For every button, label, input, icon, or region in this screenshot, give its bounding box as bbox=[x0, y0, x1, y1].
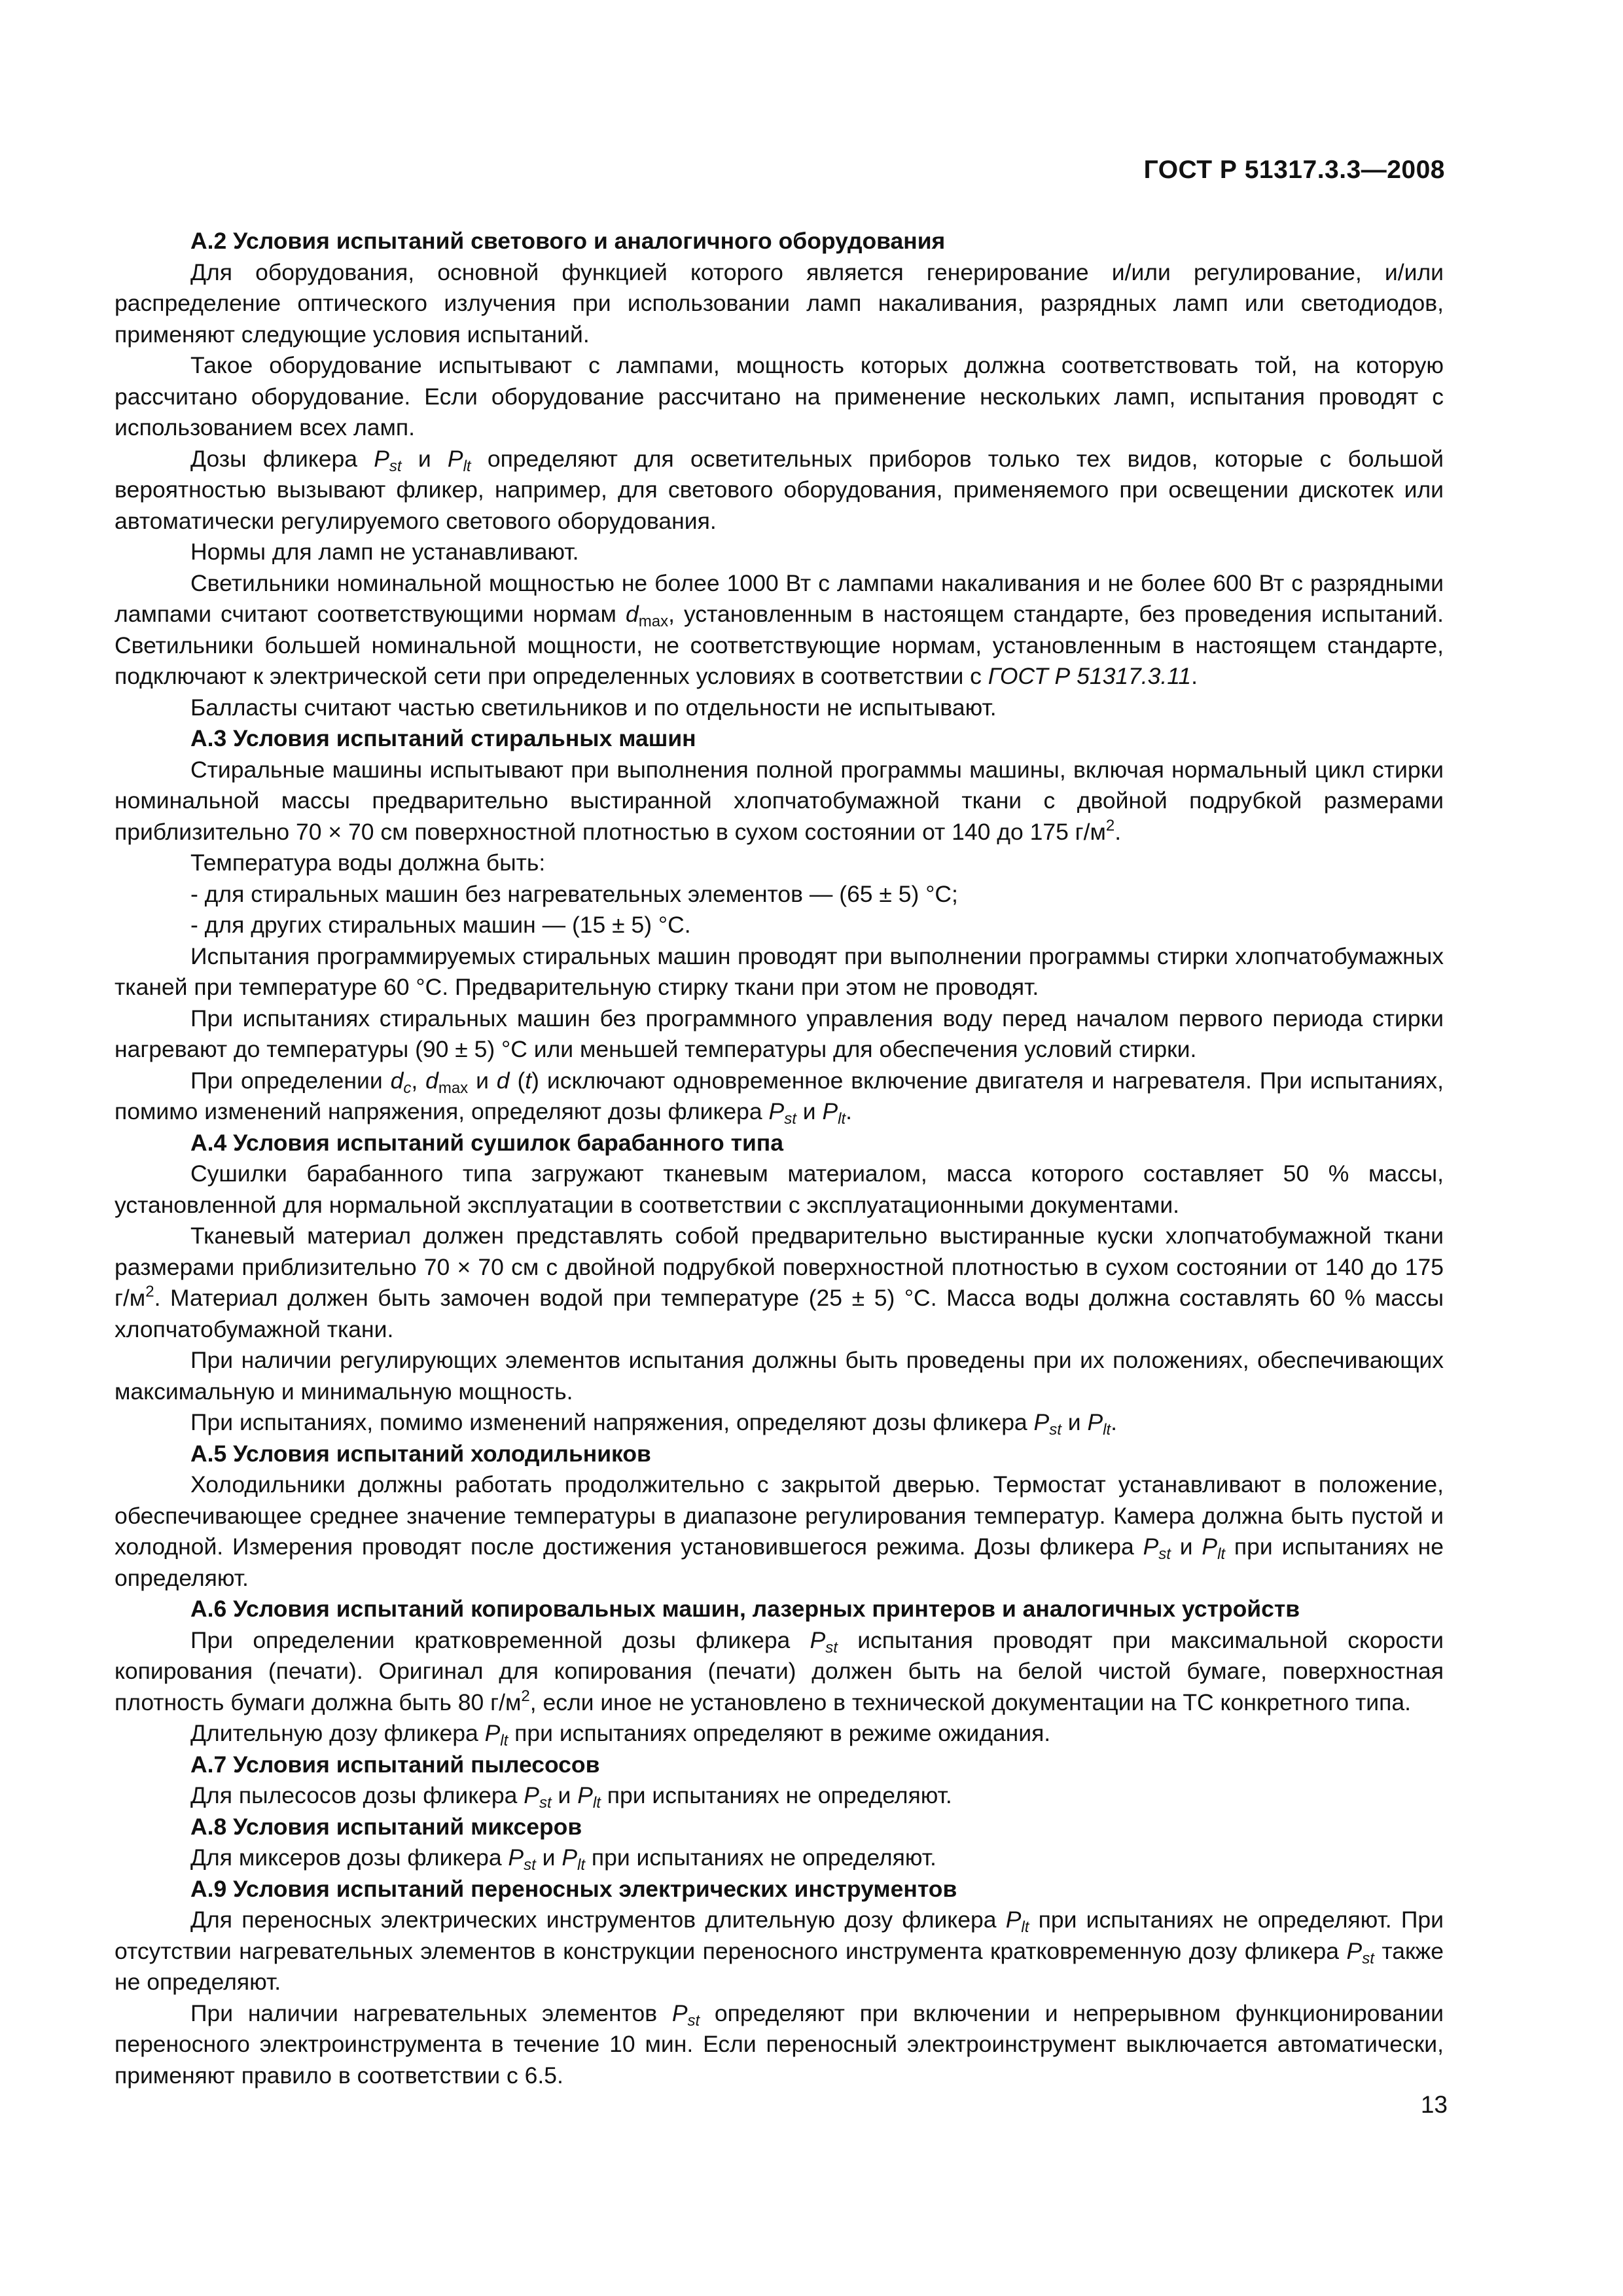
text-run: А.7 Условия испытаний пылесосов bbox=[190, 1751, 600, 1778]
text-run: Длительную дозу фликера bbox=[190, 1720, 485, 1746]
text-run: При испытаниях, помимо изменений напряжения, определяют дозы фликера bbox=[190, 1409, 1034, 1435]
text-run: - для стиральных машин без нагревательных элементов — (65 ± 5) °С; bbox=[190, 880, 958, 907]
text-run: Холодильники должны работать продолжительно с закрытой дверью. Термостат устанавливают в положение, обеспечивающее среднее значение температуры в диапазоне регулирования температур. Камера должна быть пустой и холодной. Измерения проводят после достижения установившегося режима. Дозы фликера bbox=[115, 1471, 1444, 1560]
subscript-text: st bbox=[1049, 1421, 1061, 1439]
list-item bbox=[115, 910, 1444, 941]
section-heading bbox=[115, 1812, 1444, 1843]
text-run: Для переносных электрических инструментов длительную дозу фликера bbox=[190, 1907, 1006, 1933]
section-heading bbox=[115, 1874, 1444, 1905]
text-run: Дозы фликера bbox=[190, 445, 374, 472]
text-run: также не определяют. bbox=[115, 1937, 1444, 1995]
text-run: P bbox=[508, 1844, 524, 1871]
text-run: P bbox=[1143, 1534, 1159, 1560]
superscript-text: 2 bbox=[1105, 816, 1115, 834]
text-run: P bbox=[1346, 1937, 1363, 1964]
text-run: t bbox=[525, 1067, 532, 1094]
body-paragraph bbox=[115, 1998, 1444, 2092]
text-run: определяют при включении и непрерывном функционировании переносного электроинструмента в течение 10 мин. Если переносный электроинструмент выключается автоматически, применяют правило в соответствии с 6.5. bbox=[115, 2000, 1444, 2089]
text-run: и bbox=[535, 1844, 562, 1871]
text-run: ) исключают одновременное включение двигателя и нагревателя. При испытаниях, помимо изменений напряжения, определяют дозы фликера bbox=[115, 1067, 1444, 1124]
text-run: А.4 Условия испытаний сушилок барабанного типа bbox=[190, 1129, 783, 1156]
body-paragraph bbox=[115, 941, 1444, 1003]
text-run: и bbox=[468, 1067, 497, 1094]
text-run: P bbox=[671, 2000, 688, 2026]
subscript-text: st bbox=[389, 457, 402, 475]
text-run: P bbox=[577, 1782, 593, 1808]
text-run: и bbox=[1061, 1409, 1088, 1435]
text-run: d bbox=[390, 1067, 404, 1094]
text-run: , bbox=[411, 1067, 426, 1094]
subscript-text: lt bbox=[1103, 1421, 1111, 1439]
text-run: При испытаниях стиральных машин без программного управления воду перед началом первого периода стирки нагревают до температуры (90 ± 5) °С или меньшей температуры для обеспечения условий стирки. bbox=[115, 1005, 1444, 1062]
text-run: и bbox=[551, 1782, 578, 1808]
body-paragraph bbox=[115, 1905, 1444, 1998]
text-run: А.6 Условия испытаний копировальных машин, лазерных принтеров и аналогичных устройств bbox=[190, 1596, 1300, 1622]
subscript-text: st bbox=[825, 1638, 838, 1657]
text-run: P bbox=[1005, 1907, 1022, 1933]
body-paragraph bbox=[115, 537, 1444, 568]
text-run: P bbox=[1202, 1534, 1218, 1560]
text-run: ГОСТ Р 51317.3.11 bbox=[988, 663, 1192, 689]
text-run: P bbox=[1033, 1409, 1050, 1435]
text-run: При определении bbox=[190, 1067, 391, 1094]
text-run: А.8 Условия испытаний миксеров bbox=[190, 1813, 582, 1840]
text-run: d bbox=[626, 601, 639, 627]
text-run: при испытаниях не определяют. bbox=[115, 1534, 1444, 1591]
text-run: при испытаниях не определяют. bbox=[585, 1844, 936, 1871]
body-paragraph bbox=[115, 1407, 1444, 1439]
body-paragraph bbox=[115, 1718, 1444, 1749]
text-run: P bbox=[484, 1720, 501, 1746]
text-run: . Материал должен быть замочен водой при температуре (25 ± 5) °С. Масса воды должна составлять 60 % массы хлопчатобумажной ткани. bbox=[115, 1285, 1444, 1342]
text-run: определяют для осветительных приборов только тех видов, которые с большой вероятностью вызывают фликер, например, для светового оборудования, применяемого при освещении дискотек или автоматически регулируемого светового оборудования. bbox=[115, 445, 1444, 534]
subscript-text: max bbox=[438, 1079, 469, 1097]
superscript-text: 2 bbox=[145, 1283, 154, 1300]
text-run: . bbox=[846, 1098, 853, 1124]
text-run: ( bbox=[509, 1067, 526, 1094]
text-run: при испытаниях не определяют. bbox=[600, 1782, 952, 1808]
text-run: и bbox=[796, 1098, 823, 1124]
text-run: Стиральные машины испытывают при выполнения полной программы машины, включая нормальный цикл стирки номинальной массы предварительно выстиранной хлопчатобумажной ткани с двойной подрубкой размерами приблизительно 70 × 70 см поверхностной плотностью в сухом состоянии от 140 до 175 г/м bbox=[115, 756, 1444, 845]
subscript-text: lt bbox=[577, 1856, 586, 1874]
list-item bbox=[115, 879, 1444, 910]
text-run: . bbox=[1115, 818, 1122, 845]
section-heading bbox=[115, 1439, 1444, 1470]
body-paragraph bbox=[115, 1158, 1444, 1221]
text-run: P bbox=[768, 1098, 785, 1124]
subscript-text: st bbox=[1158, 1545, 1171, 1563]
superscript-text: 2 bbox=[521, 1687, 530, 1705]
body-paragraph bbox=[115, 692, 1444, 724]
text-run: Сушилки барабанного типа загружают тканевым материалом, масса которого составляет 50 % массы, установленной для нормальной эксплуатации в соответствии с эксплуатационными документами. bbox=[115, 1160, 1444, 1218]
text-run: P bbox=[810, 1626, 826, 1653]
subscript-text: st bbox=[539, 1794, 552, 1812]
text-run: - для других стиральных машин — (15 ± 5) °С. bbox=[190, 912, 691, 938]
text-run: P bbox=[447, 445, 463, 472]
body-paragraph bbox=[115, 1345, 1444, 1407]
body-paragraph bbox=[115, 755, 1444, 848]
subscript-text: lt bbox=[1021, 1918, 1029, 1936]
body-paragraph bbox=[115, 1221, 1444, 1345]
text-run: при испытаниях не определяют. При отсутствии нагревательных элементов в конструкции переносного инструмента кратковременную дозу фликера bbox=[115, 1907, 1444, 1964]
subscript-text: lt bbox=[838, 1110, 846, 1128]
section-heading bbox=[115, 1128, 1444, 1159]
body-paragraph bbox=[115, 568, 1444, 692]
page-number: 13 bbox=[1420, 2091, 1448, 2118]
document-code-header: ГОСТ Р 51317.3.3—2008 bbox=[1143, 156, 1445, 184]
body-paragraph bbox=[115, 1066, 1444, 1128]
text-run: Температура воды должна быть: bbox=[190, 850, 546, 876]
text-run: При определении кратковременной дозы фликера bbox=[190, 1626, 810, 1653]
text-run: А.5 Условия испытаний холодильников bbox=[190, 1440, 651, 1467]
subscript-text: c bbox=[403, 1079, 412, 1097]
body-paragraph bbox=[115, 1625, 1444, 1719]
text-run: . bbox=[1111, 1409, 1118, 1435]
text-run: А.3 Условия испытаний стиральных машин bbox=[190, 725, 696, 751]
body-paragraph bbox=[115, 444, 1444, 537]
text-run: , установленным в настоящем стандарте, без проведения испытаний. Светильники большей номинальной мощности, не соответствующие нормам, установленным в настоящем стандарте, подключают к электрической сети при определенных условиях в соответствии с bbox=[115, 601, 1444, 689]
section-heading bbox=[115, 1594, 1444, 1625]
text-run: Для пылесосов дозы фликера bbox=[190, 1782, 524, 1808]
text-run: Тканевый материал должен представлять собой предварительно выстиранные куски хлопчатобумажной ткани размерами приблизительно 70 × 70 см с двойной подрубкой поверхностной плотностью в сухом состоянии от 140 до 175 г/м bbox=[115, 1223, 1444, 1311]
subscript-text: lt bbox=[592, 1794, 601, 1812]
body-paragraph bbox=[115, 1842, 1444, 1874]
text-run: при испытаниях определяют в режиме ожидания. bbox=[508, 1720, 1051, 1746]
subscript-text: st bbox=[1362, 1949, 1374, 1967]
text-run: и bbox=[401, 445, 448, 472]
text-run: А.2 Условия испытаний светового и аналогичного оборудования bbox=[190, 228, 946, 254]
section-heading bbox=[115, 1749, 1444, 1781]
subscript-text: max bbox=[638, 613, 669, 630]
subscript-text: st bbox=[784, 1110, 796, 1128]
body-paragraph bbox=[115, 848, 1444, 879]
subscript-text: st bbox=[524, 1856, 536, 1874]
text-run: , если иное не установлено в технической документации на ТС конкретного типа. bbox=[529, 1689, 1411, 1715]
text-run: При наличии нагревательных элементов bbox=[190, 2000, 672, 2026]
text-run: и bbox=[1170, 1534, 1202, 1560]
text-run: Испытания программируемых стиральных машин проводят при выполнении программы стирки хлопчатобумажных тканей при температуре 60 °С. Предварительную стирку ткани при этом не проводят. bbox=[115, 942, 1444, 1000]
body-paragraph bbox=[115, 257, 1444, 351]
document-body bbox=[115, 226, 1444, 2091]
text-run: При наличии регулирующих элементов испытания должны быть проведены при их положениях, обеспечивающих максимальную и минимальную мощность. bbox=[115, 1347, 1444, 1405]
body-paragraph bbox=[115, 1780, 1444, 1812]
text-run: Светильники номинальной мощностью не более 1000 Вт с лампами накаливания и не более 600 Вт с разрядными лампами считают соответствующими нормам bbox=[115, 569, 1444, 627]
text-run: P bbox=[562, 1844, 578, 1871]
text-run: P bbox=[1087, 1409, 1103, 1435]
text-run: P bbox=[524, 1782, 539, 1808]
subscript-text: lt bbox=[463, 457, 471, 475]
text-run: . bbox=[1191, 663, 1198, 689]
text-run: P bbox=[822, 1098, 838, 1124]
text-run: испытания проводят при максимальной скорости копирования (печати). Оригинал для копирования (печати) должен быть на белой чистой бумаге, поверхностная плотность бумаги должна быть 80 г/м bbox=[115, 1626, 1444, 1715]
body-paragraph bbox=[115, 1003, 1444, 1066]
text-run: Такое оборудование испытывают с лампами, мощность которых должна соответствовать той, на которую рассчитано оборудование. Если оборудование рассчитано на применение нескольких ламп, испытания проводят с использованием всех ламп. bbox=[115, 352, 1444, 440]
body-paragraph bbox=[115, 1469, 1444, 1594]
section-heading bbox=[115, 226, 1444, 257]
body-paragraph bbox=[115, 350, 1444, 444]
text-run: P bbox=[374, 445, 389, 472]
text-run: d bbox=[425, 1067, 438, 1094]
text-run: Для оборудования, основной функцией которого является генерирование и/или регулирование, и/или распределение оптического излучения при использовании ламп накаливания, разрядных ламп или светодиодов, применяют следующие условия испытаний. bbox=[115, 259, 1444, 348]
subscript-text: lt bbox=[1217, 1545, 1226, 1563]
text-run: А.9 Условия испытаний переносных электрических инструментов bbox=[190, 1875, 957, 1902]
text-run: Нормы для ламп не устанавливают. bbox=[190, 539, 579, 565]
subscript-text: st bbox=[687, 2011, 700, 2030]
subscript-text: lt bbox=[500, 1732, 508, 1749]
text-run: d bbox=[496, 1067, 510, 1094]
section-heading bbox=[115, 723, 1444, 755]
text-run: Балласты считают частью светильников и по отдельности не испытывают. bbox=[190, 694, 997, 721]
text-run: Для миксеров дозы фликера bbox=[190, 1844, 508, 1871]
